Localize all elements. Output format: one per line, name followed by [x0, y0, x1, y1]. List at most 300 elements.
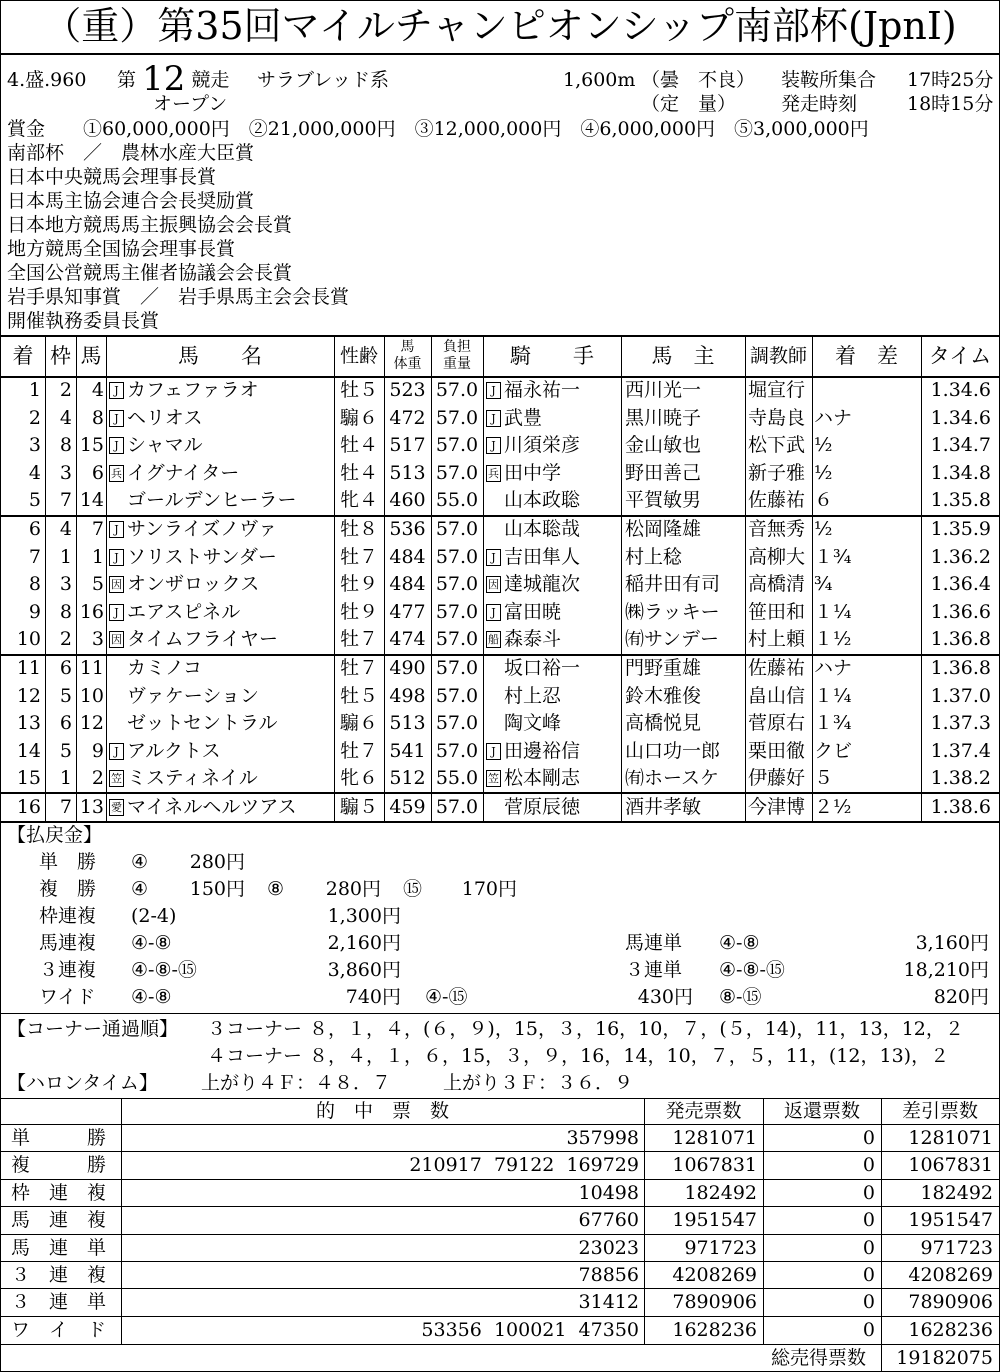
trainer: 堀宣行	[748, 379, 806, 401]
refund-count: 0	[862, 1209, 875, 1232]
bracket: 2	[59, 379, 72, 401]
jockey: 菅原辰徳	[504, 796, 581, 818]
burden-weight: 57.0	[435, 600, 479, 623]
jockey: 村上忍	[504, 684, 562, 707]
trainer: 伊藤好	[748, 767, 806, 790]
sex-age: 牝４	[339, 489, 378, 512]
divider	[1, 53, 999, 55]
payout-amount: 280円	[189, 851, 245, 873]
sex-age: 牡９	[339, 573, 378, 596]
trainer: 畠山信	[748, 684, 806, 707]
horse-name-cell	[109, 432, 203, 459]
body-weight: 477	[389, 600, 426, 623]
breed: サラブレッド系	[257, 69, 390, 91]
body-weight: 513	[389, 461, 426, 484]
sex-age: 牡４	[339, 434, 378, 457]
horse-name: ソリストサンダー	[127, 545, 277, 568]
payout-combo: ④-⑧-⑮	[131, 959, 197, 981]
jockey-mark: 笠	[488, 772, 499, 786]
place: 10	[16, 628, 41, 651]
burden-weight: 57.0	[435, 461, 479, 484]
jockey: 田中学	[504, 461, 562, 484]
horse-name: サンライズノヴァ	[127, 518, 278, 540]
race-suffix: 競走	[191, 69, 230, 91]
race-number: 12	[142, 59, 186, 99]
place: 15	[16, 767, 41, 790]
margin: ５	[814, 767, 834, 790]
sex-age: 騸５	[339, 796, 378, 818]
assembly-label: 装鞍所集合	[781, 69, 877, 91]
ticket-row	[1, 1152, 999, 1179]
result-row	[1, 377, 999, 405]
affiliation-mark: J	[109, 743, 124, 760]
payout-combo: ⑮	[403, 878, 423, 900]
jockey-mark-empty	[486, 655, 501, 672]
last-3f: 上がり３Ｆ：３６．９	[443, 1072, 634, 1094]
place: 9	[28, 600, 41, 623]
finish-time: 1.38.2	[930, 767, 991, 790]
body-weight: 512	[389, 767, 426, 790]
horse-name: タイムフライヤー	[127, 628, 279, 651]
net-count: 7890906	[908, 1291, 993, 1314]
divider	[1, 1013, 999, 1014]
trainer: 村上頼	[748, 628, 806, 651]
total-value: 19182075	[896, 1347, 993, 1369]
sex-age: 牡７	[339, 545, 378, 568]
body-weight: 484	[389, 545, 426, 568]
horse-name-cell	[109, 683, 259, 710]
horse-number: 16	[79, 600, 104, 623]
bracket: 1	[59, 545, 72, 568]
hit-count: 210917 79122 169729	[409, 1154, 639, 1177]
owner: 酒井孝敏	[625, 796, 702, 818]
body-weight: 490	[389, 657, 426, 679]
start-label: 発走時刻	[781, 93, 858, 115]
jockey-cell	[486, 377, 580, 404]
award-line: 日本地方競馬馬主振興協会会長賞	[7, 214, 293, 236]
owner: ㈲サンデー	[625, 628, 720, 651]
refund-count: 0	[862, 1264, 875, 1286]
bracket: 3	[59, 573, 72, 596]
trainer: 佐藤祐	[748, 489, 806, 512]
payout-amount: 430円	[637, 986, 693, 1008]
owner: 平賀敏男	[625, 489, 702, 512]
jockey-cell	[486, 571, 580, 598]
sold-count: 1281071	[672, 1127, 757, 1149]
jockey-mark: J	[486, 410, 501, 427]
body-weight: 498	[389, 684, 426, 707]
body-weight: 474	[389, 628, 426, 651]
header-place: 着	[12, 344, 34, 368]
jockey: 山本政聡	[504, 489, 581, 512]
jockey-mark: J	[486, 437, 501, 454]
trainer: 松下武	[748, 434, 806, 457]
jockey: 川須栄彦	[504, 434, 581, 457]
result-row	[1, 765, 999, 793]
place: 13	[16, 712, 41, 735]
bracket: 4	[59, 518, 72, 540]
header-horse-name: 馬 名	[178, 344, 262, 368]
trainer: 今津博	[748, 796, 806, 818]
jockey-mark: J	[486, 743, 501, 760]
place: 14	[16, 739, 41, 762]
trainer: 笹田和	[748, 600, 806, 623]
sold-count: 7890906	[672, 1291, 757, 1314]
ticket-type: 単 勝	[11, 1127, 107, 1149]
refund-count: 0	[862, 1154, 875, 1177]
payout-label: 枠連複	[39, 905, 97, 927]
horse-name: ヘリオス	[127, 406, 203, 429]
finish-time: 1.36.8	[930, 628, 991, 651]
bracket: 6	[59, 657, 72, 679]
result-row	[1, 460, 999, 488]
horse-name: マイネルヘルツアス	[127, 796, 297, 818]
finish-time: 1.34.6	[930, 379, 991, 401]
result-row	[1, 432, 999, 460]
ticket-type: ワ イ ド	[11, 1318, 107, 1341]
finish-time: 1.34.6	[930, 406, 991, 429]
horse-name-cell	[109, 765, 258, 792]
margin: １¾	[814, 545, 852, 568]
jockey-mark-empty	[486, 794, 501, 811]
result-row	[1, 655, 999, 683]
affiliation-mark: J	[109, 604, 124, 621]
burden-weight: 57.0	[435, 379, 479, 401]
payout-amount: 1,300円	[327, 905, 401, 927]
result-row	[1, 683, 999, 711]
horse-name-cell	[109, 405, 203, 432]
hit-count: 31412	[578, 1291, 639, 1314]
horse-name: アルクトス	[127, 739, 221, 762]
margin: ¾	[814, 573, 833, 596]
body-weight: 460	[389, 489, 426, 512]
result-row	[1, 626, 999, 654]
jockey-cell	[486, 626, 561, 653]
sex-age: 牡８	[339, 518, 378, 540]
horse-name: ミスティネイル	[127, 767, 258, 790]
trainer: 佐藤祐	[748, 657, 806, 679]
finish-time: 1.37.0	[930, 684, 991, 707]
horse-name: イグナイター	[127, 461, 240, 484]
result-row	[1, 738, 999, 766]
owner: 金山敏也	[625, 434, 702, 457]
header-trainer: 調教師	[749, 345, 807, 367]
sex-age: 牡７	[339, 628, 378, 651]
sex-age: 牡７	[339, 657, 378, 679]
bracket: 7	[59, 796, 72, 818]
owner: 西川光一	[625, 379, 702, 401]
weight-rule: （定 量）	[641, 93, 737, 115]
horse-number: 5	[91, 573, 104, 596]
affiliation-mark: 笠	[111, 772, 122, 786]
place: 1	[28, 379, 41, 401]
start-time: 18時15分	[907, 93, 994, 115]
burden-weight: 57.0	[435, 796, 479, 818]
place: 6	[28, 518, 41, 540]
affiliation-mark-empty	[109, 683, 124, 700]
meeting-code: 4.盛.960	[7, 69, 87, 91]
payout-amount: 170円	[461, 878, 517, 900]
bracket: 7	[59, 489, 72, 512]
payout-amount: 150円	[189, 878, 245, 900]
header-sex-age: 性齢	[339, 345, 378, 367]
affiliation-mark: 兵	[111, 466, 122, 480]
sold-count: 1067831	[672, 1154, 757, 1177]
place: 4	[28, 461, 41, 484]
jockey-cell	[486, 765, 580, 792]
bracket: 5	[59, 739, 72, 762]
hit-count: 53356 100021 47350	[421, 1318, 639, 1341]
owner: ㈲ホースケ	[625, 767, 720, 790]
horse-number: 11	[79, 657, 104, 679]
distance: 1,600m	[563, 69, 636, 91]
affiliation-mark: 因	[111, 578, 122, 592]
margin: １¼	[814, 600, 852, 623]
assembly-time: 17時25分	[907, 69, 994, 91]
payout-combo: (2-4)	[131, 905, 177, 927]
horse-name-cell	[109, 599, 240, 626]
burden-weight: 57.0	[435, 684, 479, 707]
result-row	[1, 794, 999, 822]
body-weight: 484	[389, 573, 426, 596]
finish-time: 1.36.4	[930, 573, 991, 596]
owner: 高橋悦見	[625, 712, 702, 735]
horse-name-cell	[109, 516, 277, 543]
ticket-type: 馬 連 単	[11, 1236, 107, 1259]
sex-age: 牡５	[339, 684, 378, 707]
finish-time: 1.36.8	[930, 657, 991, 679]
place: 5	[28, 489, 41, 512]
affiliation-mark: J	[109, 437, 124, 454]
ticket-row	[1, 1262, 999, 1289]
bracket: 8	[59, 434, 72, 457]
finish-time: 1.35.9	[930, 518, 991, 540]
jockey-cell	[486, 683, 561, 710]
trainer: 寺島良	[748, 406, 806, 429]
horse-number: 9	[91, 739, 104, 762]
horse-number: 6	[91, 461, 104, 484]
header-owner: 馬 主	[651, 344, 715, 368]
payout-amount: 3,860円	[327, 959, 401, 981]
bracket: 4	[59, 406, 72, 429]
burden-weight: 55.0	[435, 489, 479, 512]
award-line: 南部杯 ／ 農林水産大臣賞	[7, 142, 255, 164]
ticket-type: ３ 連 複	[11, 1264, 107, 1286]
result-row	[1, 405, 999, 433]
sold-count: 1951547	[672, 1209, 757, 1232]
header-bracket: 枠	[50, 344, 71, 368]
sold-count: 4208269	[672, 1264, 757, 1286]
place: 11	[16, 657, 41, 679]
place: 2	[28, 406, 41, 429]
owner: 鈴木雅俊	[625, 684, 702, 707]
payout-amount: 740円	[345, 986, 401, 1008]
horse-name-cell	[109, 794, 297, 821]
jockey-cell	[486, 544, 580, 571]
race-prefix: 第	[117, 69, 137, 91]
payout-combo: ④-⑧-⑮	[719, 959, 785, 981]
affiliation-mark: 愛	[111, 801, 122, 814]
track-condition: （曇 不良）	[641, 69, 756, 91]
horse-name-cell	[109, 571, 259, 598]
header-margin: 着 差	[835, 344, 898, 368]
sex-age: 牡９	[339, 600, 378, 623]
net-count: 1628236	[908, 1318, 993, 1341]
owner: 門野重雄	[625, 657, 702, 679]
burden-weight: 57.0	[435, 573, 479, 596]
jockey-mark-empty	[486, 487, 501, 504]
race-title: （重）第35回マイルチャンピオンシップ南部杯(JpnⅠ)	[43, 4, 957, 48]
affiliation-mark: J	[109, 521, 124, 538]
refund-count: 0	[862, 1291, 875, 1314]
burden-weight: 57.0	[435, 739, 479, 762]
jockey-cell	[486, 405, 542, 432]
margin: クビ	[814, 739, 853, 762]
trainer: 高柳大	[748, 545, 806, 568]
payout-label: ３連単	[625, 959, 683, 981]
jockey-mark: 船	[488, 633, 499, 647]
sex-age: 騸６	[339, 712, 378, 735]
jockey-cell	[486, 655, 580, 682]
horse-name-cell	[109, 377, 259, 404]
award-line: 日本馬主協会連合会長奨励賞	[7, 190, 255, 212]
jockey-mark: J	[486, 382, 501, 399]
refund-count: 0	[862, 1127, 875, 1149]
margin: １¼	[814, 684, 852, 707]
jockey: 福永祐一	[504, 379, 581, 401]
header-sold: 発売票数	[665, 1100, 742, 1122]
owner: 山口功一郎	[625, 739, 721, 762]
payout-combo: ⑧-⑮	[719, 986, 762, 1008]
corner-3-label: ３コーナー	[207, 1018, 303, 1040]
trainer: 菅原右	[748, 712, 806, 735]
burden-weight: 57.0	[435, 434, 479, 457]
margin: ２½	[814, 796, 852, 818]
horse-name-cell	[109, 655, 202, 682]
sex-age: 牡５	[339, 379, 378, 401]
header-refund: 返還票数	[783, 1100, 860, 1122]
jockey: 武豊	[504, 406, 543, 429]
header-hits: 的 中 票 数	[315, 1100, 449, 1122]
affiliation-mark: 因	[111, 633, 122, 647]
furlong-header: 【ハロンタイム】	[7, 1072, 158, 1094]
jockey-cell	[486, 432, 580, 459]
horse-number: 1	[91, 545, 104, 568]
ticket-type: ３ 連 単	[11, 1291, 107, 1314]
bracket: 5	[59, 684, 72, 707]
corner-header: 【コーナー通過順】	[7, 1018, 179, 1040]
burden-weight: 55.0	[435, 767, 479, 790]
jockey-cell	[486, 460, 561, 487]
jockey-cell	[486, 516, 580, 543]
payout-combo: ④	[131, 851, 149, 873]
jockey: 達城龍次	[504, 573, 581, 596]
net-count: 971723	[920, 1236, 993, 1259]
burden-weight: 57.0	[435, 628, 479, 651]
owner: 野田善己	[625, 461, 702, 484]
payout-label: 馬連単	[625, 932, 683, 954]
horse-name: シャマル	[127, 434, 203, 457]
net-count: 1951547	[908, 1209, 993, 1232]
net-count: 1067831	[908, 1154, 993, 1177]
sex-age: 騸６	[339, 406, 378, 429]
affiliation-mark: J	[109, 549, 124, 566]
payout-combo: ④-⑧	[131, 986, 172, 1008]
net-count: 1281071	[908, 1127, 993, 1149]
body-weight: 459	[389, 796, 426, 818]
header-time: タイム	[928, 344, 992, 368]
horse-number: 13	[79, 796, 104, 818]
hit-count: 67760	[578, 1209, 639, 1232]
sex-age: 牡４	[339, 461, 378, 484]
horse-number: 12	[79, 712, 104, 735]
refund-count: 0	[862, 1318, 875, 1341]
body-weight: 472	[389, 406, 426, 429]
ticket-type: 枠 連 複	[11, 1181, 107, 1204]
hit-count: 357998	[566, 1127, 639, 1149]
total-label: 総売得票数	[771, 1347, 867, 1369]
sold-count: 1628236	[672, 1318, 757, 1341]
payout-combo: ④-⑮	[425, 986, 468, 1008]
award-line: 開催執務委員長賞	[7, 310, 160, 332]
ticket-type: 複 勝	[11, 1154, 107, 1177]
margin: ½	[814, 434, 833, 457]
affiliation-mark-empty	[109, 710, 124, 727]
jockey-mark: J	[486, 549, 501, 566]
corner-3-order: ８，１，４，(６，９)，15，３，16，10，７，(５，14)，11，13，12，２	[309, 1018, 964, 1040]
payout-header: 【払戻金】	[7, 824, 103, 846]
payout-amount: 280円	[325, 878, 381, 900]
finish-time: 1.35.8	[930, 489, 991, 512]
horse-name-cell	[109, 738, 221, 765]
header-jockey: 騎 手	[510, 344, 594, 368]
jockey: 坂口裕一	[504, 657, 581, 679]
horse-number: 4	[91, 379, 104, 401]
burden-weight: 57.0	[435, 545, 479, 568]
horse-number: 10	[79, 684, 104, 707]
horse-name-cell	[109, 626, 278, 653]
payout-label: 馬連複	[39, 932, 97, 954]
result-row	[1, 710, 999, 738]
jockey: 森泰斗	[504, 628, 562, 651]
net-count: 182492	[920, 1181, 993, 1204]
result-row	[1, 544, 999, 572]
award-line: 地方競馬全国協会理事長賞	[7, 238, 236, 260]
affiliation-mark-empty	[109, 655, 124, 672]
ticket-row	[1, 1125, 999, 1152]
payout-amount: 18,210円	[903, 959, 989, 981]
place: 7	[28, 545, 41, 568]
horse-name-cell	[109, 487, 296, 514]
margin: ½	[814, 518, 833, 540]
horse-number: 14	[79, 489, 104, 512]
affiliation-mark: J	[109, 410, 124, 427]
payout-label: ３連複	[39, 959, 97, 981]
burden-weight: 57.0	[435, 657, 479, 679]
body-weight: 536	[389, 518, 426, 540]
horse-number: 3	[91, 628, 104, 651]
horse-number: 8	[91, 406, 104, 429]
bracket: 2	[59, 628, 72, 651]
place: 8	[28, 573, 41, 596]
result-row	[1, 516, 999, 544]
award-line: 岩手県知事賞 ／ 岩手県馬主会会長賞	[7, 286, 350, 308]
owner: 黒川暁子	[625, 406, 702, 429]
owner: 松岡隆雄	[625, 518, 702, 540]
jockey-mark-empty	[486, 516, 501, 533]
bracket: 3	[59, 461, 72, 484]
payout-amount: 2,160円	[327, 932, 401, 954]
